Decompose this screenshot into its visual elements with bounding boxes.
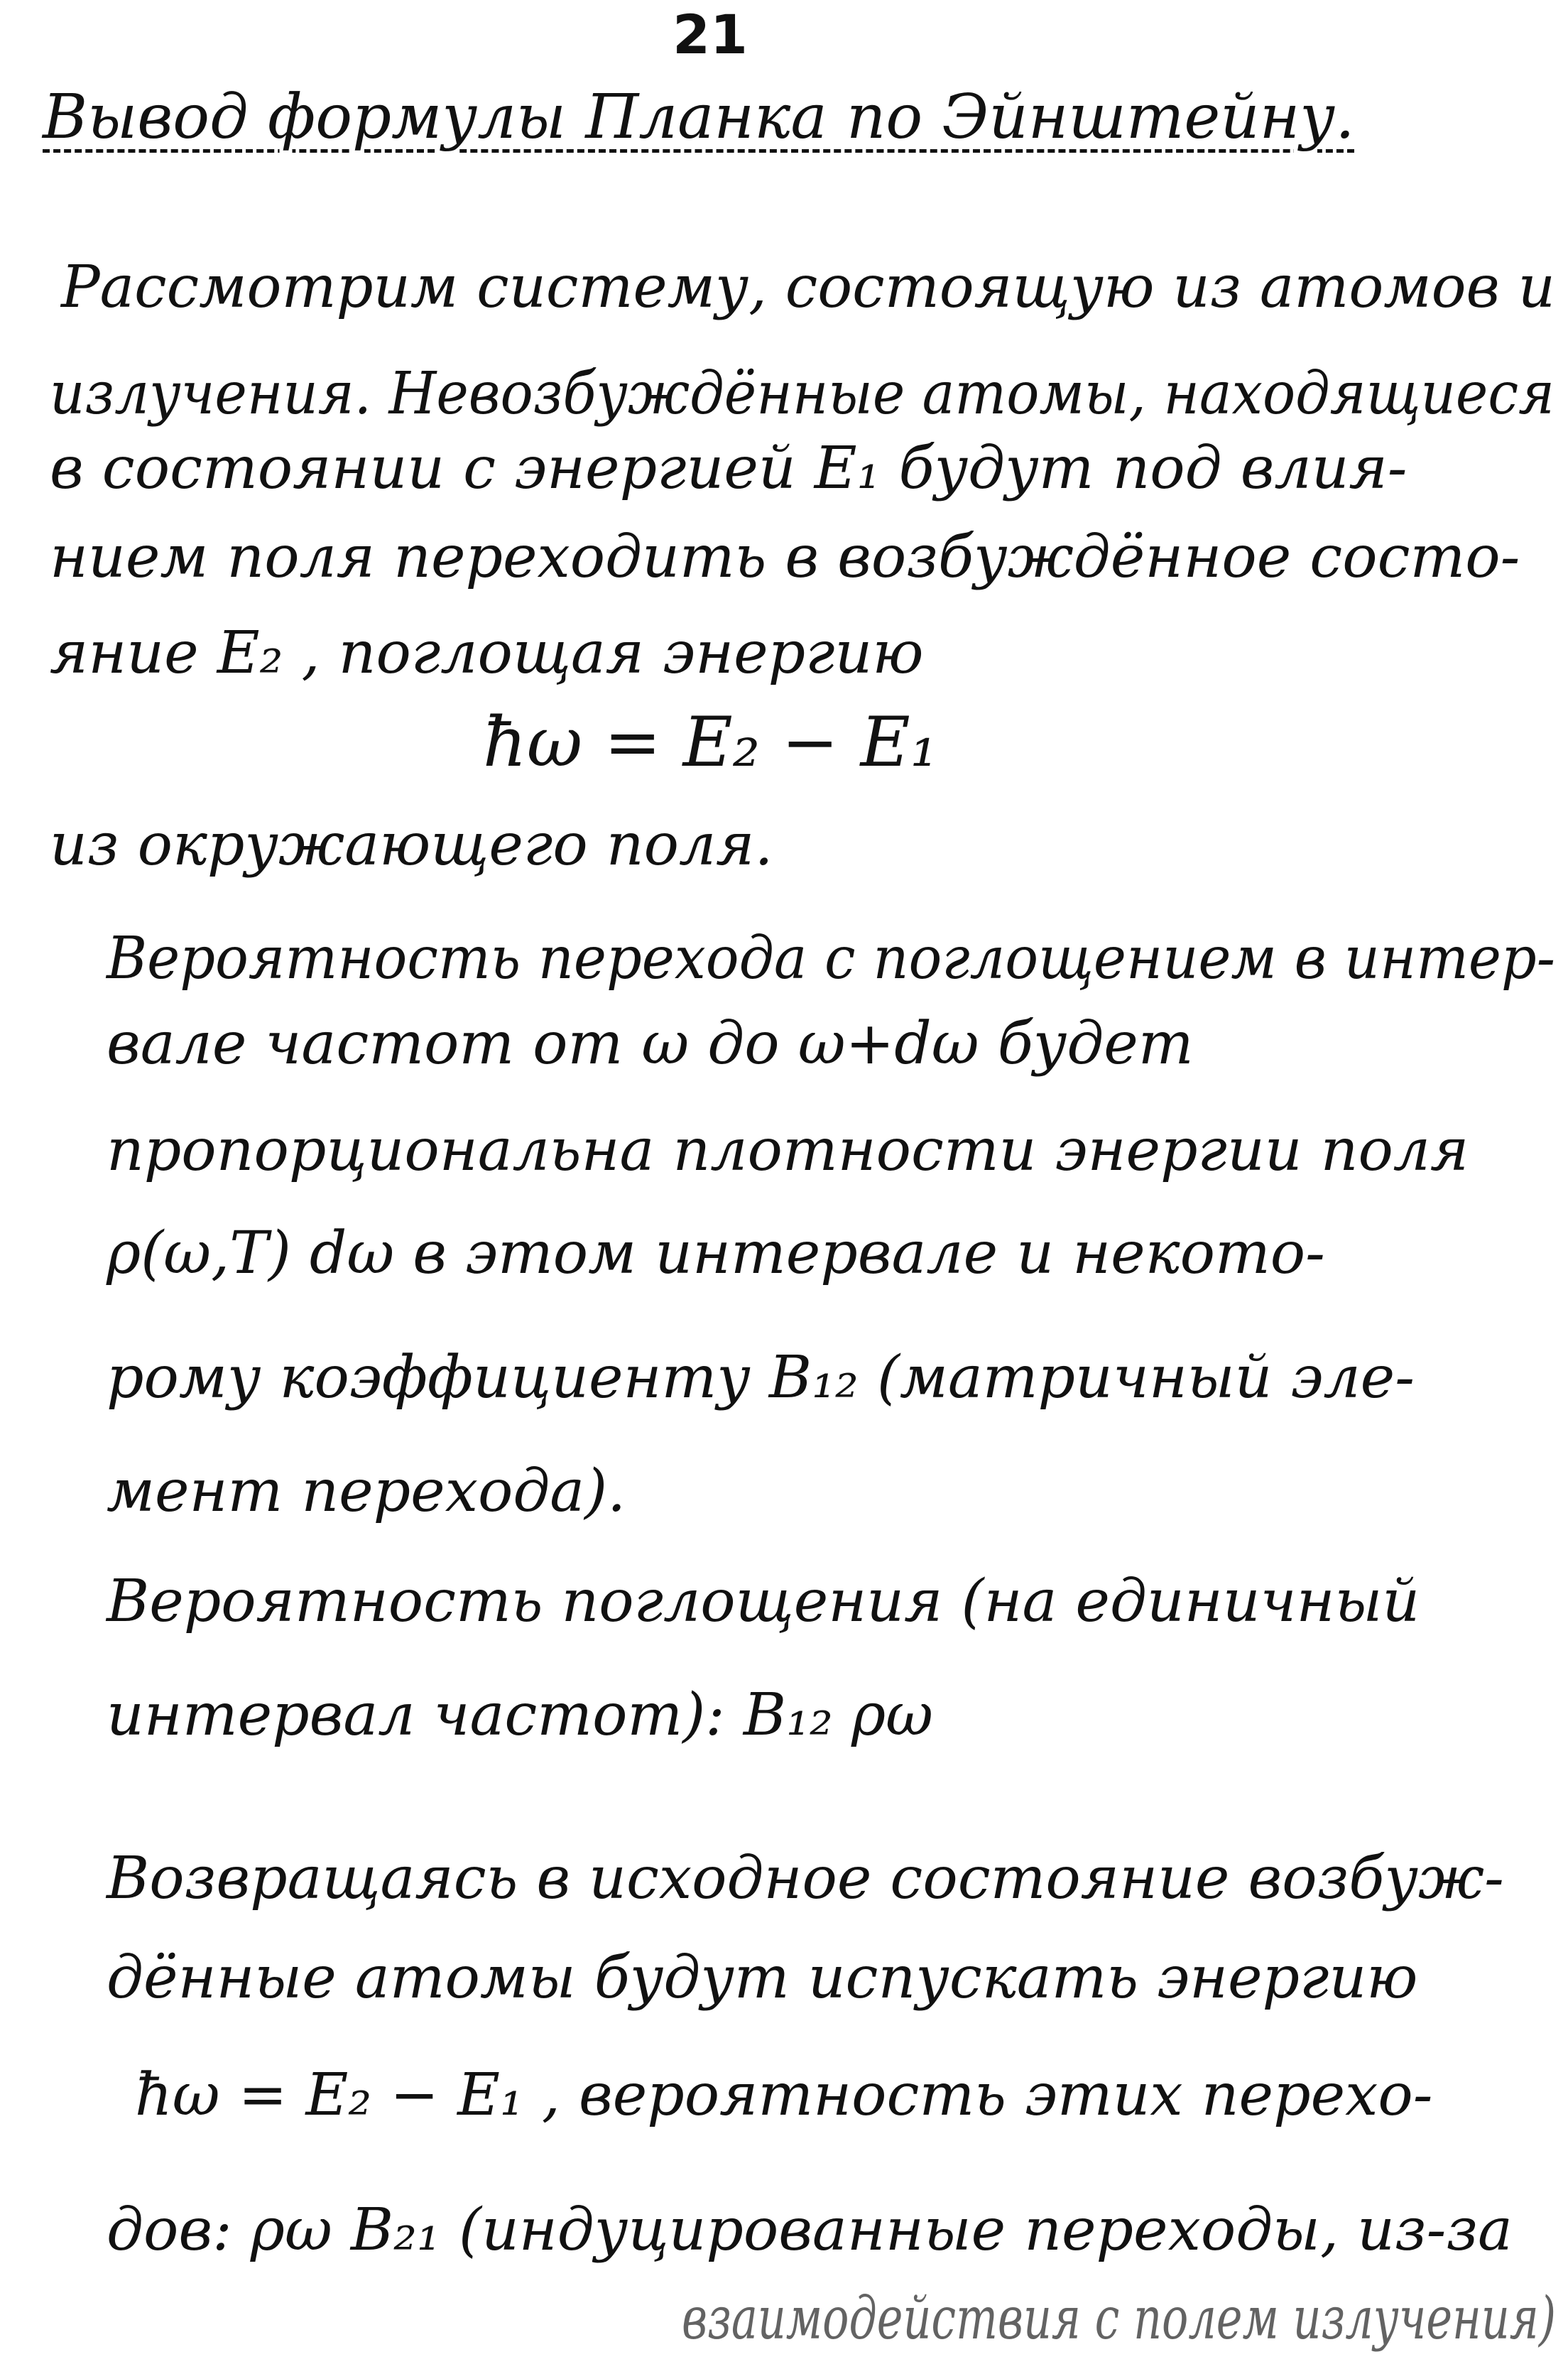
text-line-9: пропорциональна плотности энергии поля <box>107 1117 1469 1184</box>
text-line-17: ħω = E₂ − E₁ , вероятность этих перехо- <box>135 2061 1433 2129</box>
text-line-4: нием поля переходить в возбуждённое состо- <box>50 524 1520 591</box>
text-line-5: яние E₂ , поглощая энергию <box>50 619 924 687</box>
page-title: Вывод формулы Планка по Эйнштейну. <box>43 82 1355 153</box>
text-line-7: Вероятность перехода с поглощением в интер- <box>107 925 1556 992</box>
text-line-11: рому коэффициенту B₁₂ (матричный эле- <box>107 1344 1415 1411</box>
text-line-16: дённые атомы будут испускать энергию <box>107 1944 1418 2012</box>
text-line-19: взаимодействия с полем излучения) <box>682 2285 1557 2353</box>
text-line-3: в состоянии с энергией E₁ будут под влия- <box>50 435 1408 502</box>
text-line-2: излучения. Невозбуждённые атомы, находящиеся <box>50 360 1555 428</box>
text-line-10: ρ(ω,T) dω в этом интервале и некото- <box>107 1220 1325 1287</box>
text-line-18: дов: ρω B₂₁ (индуцированные переходы, из-за <box>107 2196 1513 2264</box>
text-line-1: Рассмотрим систему, состоящую из атомов и <box>61 254 1556 321</box>
formula-energy: ħω = E₂ − E₁ <box>483 703 938 782</box>
text-line-14: интервал частот): B₁₂ ρω <box>107 1681 934 1749</box>
text-line-12: мент перехода). <box>107 1458 626 1525</box>
page-number: 21 <box>673 3 748 66</box>
text-line-8: вале частот от ω до ω+dω будет <box>107 1010 1194 1078</box>
text-line-15: Возвращаясь в исходное состояние возбуж- <box>107 1845 1504 1912</box>
text-line-6: из окружающего поля. <box>50 811 773 879</box>
text-line-13: Вероятность поглощения (на единичный <box>107 1568 1420 1635</box>
